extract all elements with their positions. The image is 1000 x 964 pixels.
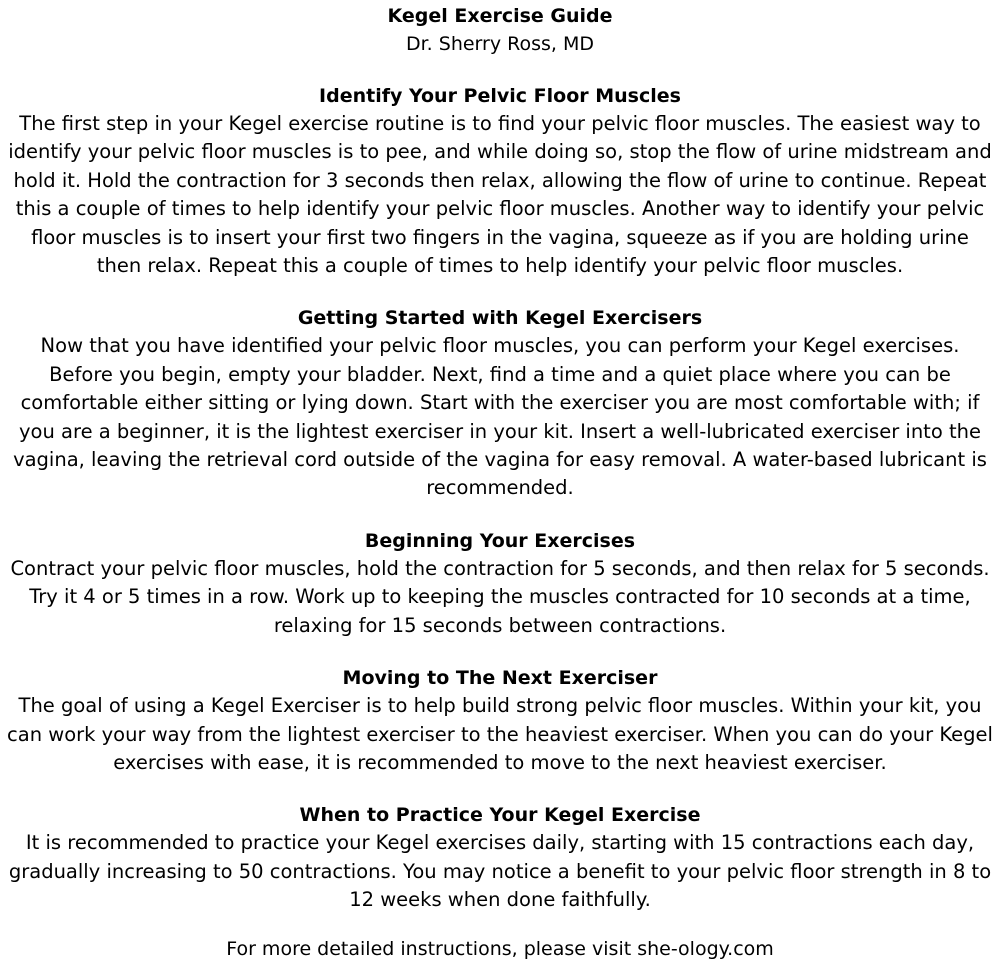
section-next-exerciser (6, 664, 994, 777)
section-when-to-practice (6, 801, 994, 914)
section-heading: Identify Your Pelvic Floor Muscles (319, 85, 681, 107)
document-header (6, 2, 994, 58)
section-body: The first step in your Kegel exercise routine is to find your pelvic floor muscles. The easiest way to identify your pelvic floor muscles is to pee, and while doing so, stop the flow of urine midstream and hold it. Hold the contraction for 3 seconds then relax, allowing the flow of urine to continue. Repeat this a couple of times to help identify your pelvic floor muscles. Another way to identify your pelvic floor muscles is to insert your first two fingers in the vagina, squeeze as if you are holding urine then relax. Repeat this a couple of times to help identify your pelvic floor muscles. (8, 112, 992, 278)
document-title: Kegel Exercise Guide (387, 5, 613, 27)
section-heading: When to Practice Your Kegel Exercise (299, 804, 701, 827)
section-getting-started (6, 304, 994, 502)
document-author: Dr. Sherry Ross, MD (405, 33, 594, 55)
section-heading: Moving to The Next Exerciser (342, 667, 658, 690)
section-identify-muscles (6, 82, 994, 280)
section-body: The goal of using a Kegel Exerciser is to help build strong pelvic floor muscles. Within your kit, you can work your way from the lightest exerciser to the heaviest exerciser. When you can do your Kegel exercises with ease, it is recommended to move to the next heaviest exerciser. (7, 694, 993, 774)
section-heading: Getting Started with Kegel Exercisers (297, 307, 703, 330)
section-body: Contract your pelvic floor muscles, hold the contraction for 5 seconds, and then relax for 5 seconds. Try it 4 or 5 times in a row. Work up to keeping the muscles contracted for 10 seconds at a time, relaxing for 15 seconds between contractions. (10, 556, 990, 637)
section-beginning-exercises (6, 527, 994, 640)
section-body: It is recommended to practice your Kegel exercises daily, starting with 15 contractions each day, gradually increasing to 50 contractions. You may notice a benefit to your pelvic floor strength in 8 to 12 weeks when done faithfully. (8, 831, 992, 912)
section-body: Now that you have identified your pelvic floor muscles, you can perform your Kegel exercises. Before you begin, empty your bladder. Next, find a time and a quiet place where you can be comfortable either sitting or lying down. Start with the exerciser you are most comfortable with; if you are a beginner, it is the lightest exerciser in your kit. Insert a well-lubricated exerciser into the vagina, leaving the retrieval cord outside of the vagina for easy removal. A water-based lubricant is recommended. (13, 334, 987, 500)
section-heading: Beginning Your Exercises (364, 529, 636, 552)
footer-note: For more detailed instructions, please visit she-ology.com (226, 937, 774, 960)
